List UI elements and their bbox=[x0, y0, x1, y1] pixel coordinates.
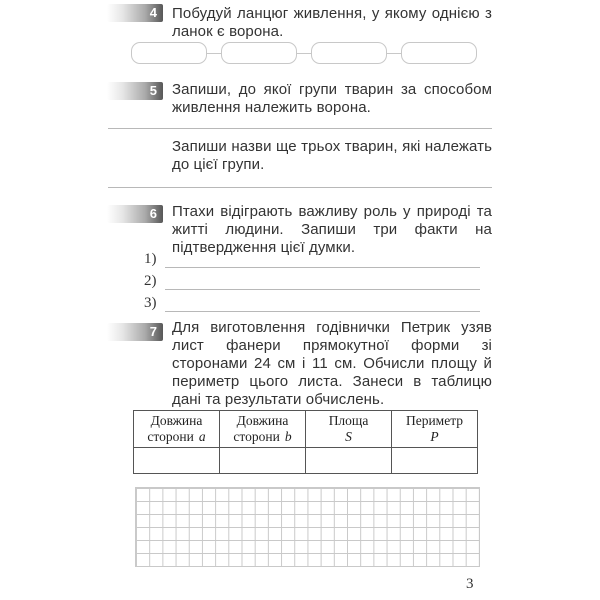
chain-connector bbox=[207, 53, 221, 54]
table-header-row bbox=[134, 411, 478, 448]
table-cell-perimeter[interactable] bbox=[392, 448, 478, 474]
fact-answer-line-3[interactable] bbox=[165, 293, 481, 312]
header-symbol: P bbox=[430, 429, 439, 444]
food-chain-slot-1[interactable] bbox=[131, 42, 207, 64]
chain-connector bbox=[387, 53, 401, 54]
table-header-side-b bbox=[220, 411, 306, 448]
header-title: Периметр bbox=[405, 413, 464, 428]
page-number: 3 bbox=[466, 576, 474, 592]
fact-answer-line-1[interactable] bbox=[165, 249, 481, 268]
header-title: Довжина bbox=[150, 413, 203, 428]
header-symbol: S bbox=[345, 429, 352, 444]
fact-label-3: 3) bbox=[144, 295, 157, 311]
table-cell-area[interactable] bbox=[306, 448, 392, 474]
fact-label-2: 2) bbox=[144, 273, 157, 289]
task-5-extra-text: Запиши назви ще трьох тварин, які належать до цієї групи. bbox=[172, 138, 492, 173]
fact-label-1: 1) bbox=[144, 251, 157, 267]
table-header-area bbox=[306, 411, 392, 448]
task-7-number-badge: 7 bbox=[107, 323, 163, 341]
chain-connector bbox=[297, 53, 311, 54]
table-header-perimeter bbox=[392, 411, 478, 448]
fact-answer-line-2[interactable] bbox=[165, 271, 481, 290]
task-6-text: Птахи відіграють важливу роль у природі та житті людини. Запиши три факти на підтвердження цієї думки. bbox=[172, 203, 492, 256]
header-sub: сторони bbox=[147, 429, 194, 444]
task-7-text: Для виготовлення годівнички Петрик узяв лист фанери прямокутної форми зі сторонами 24 см і 11 см. Обчисли площу й периметр цього листа. Занеси в таблицю дані та результати обчислень. bbox=[172, 319, 492, 408]
header-title: Довжина bbox=[236, 413, 289, 428]
fact-row-3 bbox=[144, 294, 480, 312]
header-title: Площа bbox=[328, 413, 369, 428]
task-6-number-badge: 6 bbox=[107, 205, 163, 223]
food-chain-slot-3[interactable] bbox=[311, 42, 387, 64]
table-header-side-a bbox=[134, 411, 220, 448]
header-symbol: a bbox=[198, 429, 206, 444]
fact-row-1 bbox=[144, 250, 480, 268]
table-data-row bbox=[134, 448, 478, 474]
fact-row-2 bbox=[144, 272, 480, 290]
answer-line-1[interactable] bbox=[108, 128, 492, 129]
header-sub: сторони bbox=[233, 429, 280, 444]
food-chain-slot-4[interactable] bbox=[401, 42, 477, 64]
results-table bbox=[133, 410, 478, 474]
task-5-number-badge: 5 bbox=[107, 82, 163, 100]
table-cell-side-a[interactable] bbox=[134, 448, 220, 474]
food-chain-slot-2[interactable] bbox=[221, 42, 297, 64]
food-chain bbox=[131, 42, 477, 64]
table-cell-side-b[interactable] bbox=[220, 448, 306, 474]
task-4-number-badge: 4 bbox=[107, 4, 163, 22]
answer-line-2[interactable] bbox=[108, 187, 492, 188]
task-5-text: Запиши, до якої групи тварин за способом живлення належить ворона. bbox=[172, 81, 492, 116]
task-4-text: Побудуй ланцюг живлення, у якому однією з ланок є ворона. bbox=[172, 5, 492, 40]
header-symbol: b bbox=[284, 429, 292, 444]
grid-paper[interactable] bbox=[135, 487, 480, 567]
